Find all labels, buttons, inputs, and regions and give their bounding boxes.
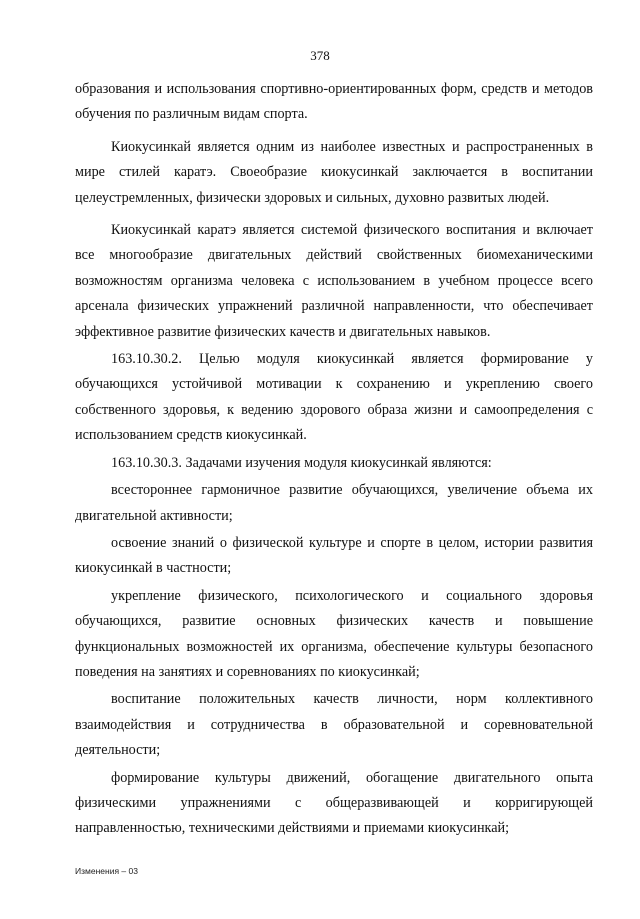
task-item-knowledge: освоение знаний о физической культуре и спорте в целом, истории развития киокусинкай в частности; [75,534,593,577]
footer-revision: Изменения – 03 [75,866,138,876]
page-number: 378 [310,48,330,63]
paragraph-kyokushinkai-intro: Киокусинкай является одним из наиболее известных и распространенных в мире стилей каратэ. Своеобразие киокусинкай заключается в воспитании целеустремленных, физически здоровых и сильных, духовно развитых людей. [75,138,593,206]
task-item-movement-culture: формирование культуры движений, обогащение двигательного опыта физическими упражнениями с общеразвивающей и корригирующей направленностью, техническими действиями и приемами киокусинкай; [75,769,593,837]
paragraph-kyokushinkai-system: Киокусинкай каратэ является системой физического воспитания и включает все многообразие двигательных действий свойственных биомеханическими возможностям организма человека с использованием в учебном процессе всего арсенала физических упражнений различной направленности, что обеспечивает эффективное развитие физических качеств и двигательных навыков. [75,222,593,340]
task-item-health: укрепление физического, психологического и социального здоровья обучающихся, развитие основных физических качеств и повышение функциональных возможностей их организма, обеспечение культуры безопасного поведения на занятиях и соревнованиях по киокусинкай; [75,587,593,680]
paragraph-module-goal: 163.10.30.2. Целью модуля киокусинкай является формирование у обучающихся устойчивой мотивации к сохранению и укреплению своего собственного здоровья, к ведению здорового образа жизни и самоопределения с использованием средств киокусинкай. [75,351,593,444]
paragraph-continuation: образования и использования спортивно-ориентированных форм, средств и методов обучения по различным видам спорта. [75,81,593,123]
task-item-upbringing: воспитание положительных качеств личности, норм коллективного взаимодействия и сотрудничества в образовательной и соревновательной деятельности; [75,691,593,759]
document-body [75,77,593,842]
task-item-development: всестороннее гармоничное развитие обучающихся, увеличение объема их двигательной активности; [75,482,593,524]
paragraph-module-tasks-heading: 163.10.30.3. Задачами изучения модуля киокусинкай являются: [111,454,492,471]
